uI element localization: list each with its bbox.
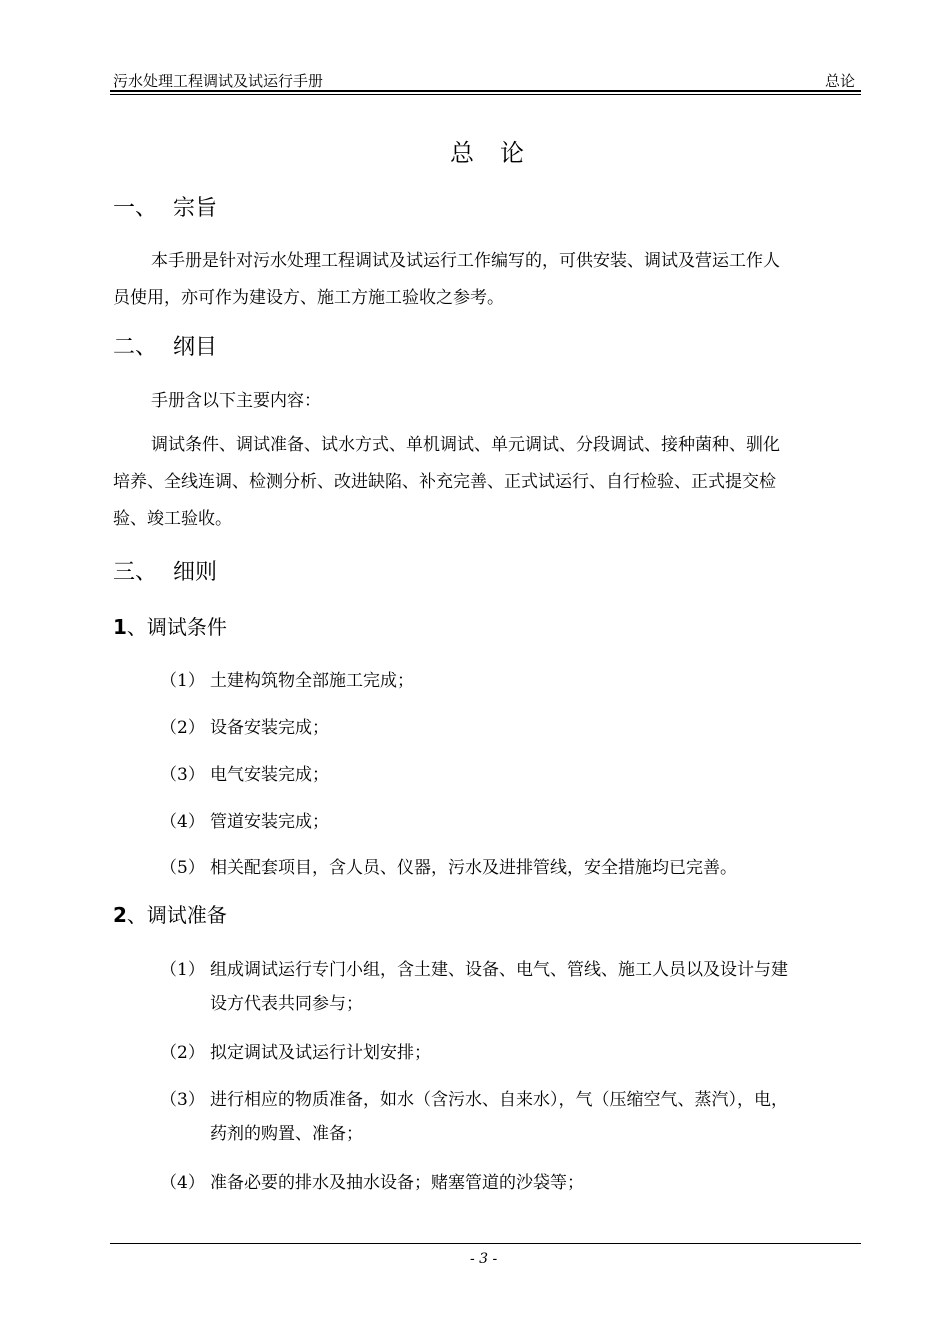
paragraph-line: 培养、全线连调、检测分析、改进缺陷、补充完善、正式试运行、自行检验、正式提交检 <box>113 472 776 492</box>
running-header-section: 总论 <box>825 72 856 90</box>
list-index: （2） <box>160 1043 205 1063</box>
section-title: 宗旨 <box>173 196 218 221</box>
list-text-continuation: 药剂的购置、准备； <box>210 1124 363 1144</box>
subsection-heading-preparation <box>113 899 227 928</box>
list-index: （4） <box>160 812 205 832</box>
section-title: 纲目 <box>173 335 218 360</box>
section-number: 二、 <box>113 335 158 360</box>
list-text: 土建构筑物全部施工完成； <box>210 671 414 691</box>
list-text: 管道安装完成； <box>210 812 329 832</box>
footer-rule <box>110 1243 861 1244</box>
subsection-number: 1 <box>113 615 127 639</box>
subsection-title: 、调试准备 <box>126 903 227 927</box>
list-index: （1） <box>160 671 205 691</box>
paragraph-line: 调试条件、调试准备、试水方式、单机调试、单元调试、分段调试、接种菌种、驯化 <box>151 435 780 455</box>
subsection-number: 2 <box>113 903 127 927</box>
section-heading-outline <box>113 330 217 361</box>
running-header-title: 污水处理工程调试及试运行手册 <box>113 72 324 90</box>
list-text: 准备必要的排水及抽水设备；赌塞管道的沙袋等； <box>210 1173 584 1193</box>
header-rule-thick <box>110 90 861 92</box>
paragraph-line: 验、竣工验收。 <box>113 509 232 529</box>
page-number: - 3 - <box>470 1251 498 1267</box>
outline-intro <box>113 383 863 420</box>
list-text: 电气安装完成； <box>210 765 329 785</box>
list-text: 设备安装完成； <box>210 718 329 738</box>
header-rule-thin <box>110 94 861 95</box>
section-number: 一、 <box>113 196 158 221</box>
list-text: 拟定调试及试运行计划安排； <box>210 1043 431 1063</box>
section-title: 细则 <box>173 560 218 585</box>
list-item <box>160 760 865 790</box>
list-index: （2） <box>160 718 205 738</box>
list-item <box>160 1085 865 1155</box>
list-text-continuation: 设方代表共同参与； <box>210 994 363 1014</box>
list-item <box>160 853 865 883</box>
list-item <box>160 713 865 743</box>
section-heading-details <box>113 555 217 586</box>
list-item <box>160 1168 865 1198</box>
paragraph-line: 手册含以下主要内容： <box>151 391 321 411</box>
outline-paragraph <box>113 427 863 538</box>
list-text: 进行相应的物质准备，如水（含污水、自来水），气（压缩空气、蒸汽），电， <box>210 1090 788 1110</box>
page-title: 总论 <box>450 139 550 167</box>
paragraph-line: 员使用，亦可作为建设方、施工方施工验收之参考。 <box>113 288 504 308</box>
subsection-heading-conditions <box>113 611 227 640</box>
purpose-paragraph <box>113 243 863 317</box>
section-heading-purpose <box>113 191 217 222</box>
list-index: （5） <box>160 858 205 878</box>
list-index: （3） <box>160 1090 205 1110</box>
subsection-title: 、调试条件 <box>126 615 227 639</box>
list-item <box>160 666 865 696</box>
list-item <box>160 955 865 1025</box>
paragraph-line: 本手册是针对污水处理工程调试及试运行工作编写的，可供安装、调试及营运工作人 <box>151 251 780 271</box>
list-text: 相关配套项目，含人员、仪器，污水及进排管线，安全措施均已完善。 <box>210 858 737 878</box>
list-index: （3） <box>160 765 205 785</box>
list-item <box>160 1038 865 1068</box>
list-index: （4） <box>160 1173 205 1193</box>
section-number: 三、 <box>113 560 158 585</box>
list-text: 组成调试运行专门小组，含土建、设备、电气、管线、施工人员以及设计与建 <box>210 960 788 980</box>
list-index: （1） <box>160 960 205 980</box>
list-item <box>160 807 865 837</box>
